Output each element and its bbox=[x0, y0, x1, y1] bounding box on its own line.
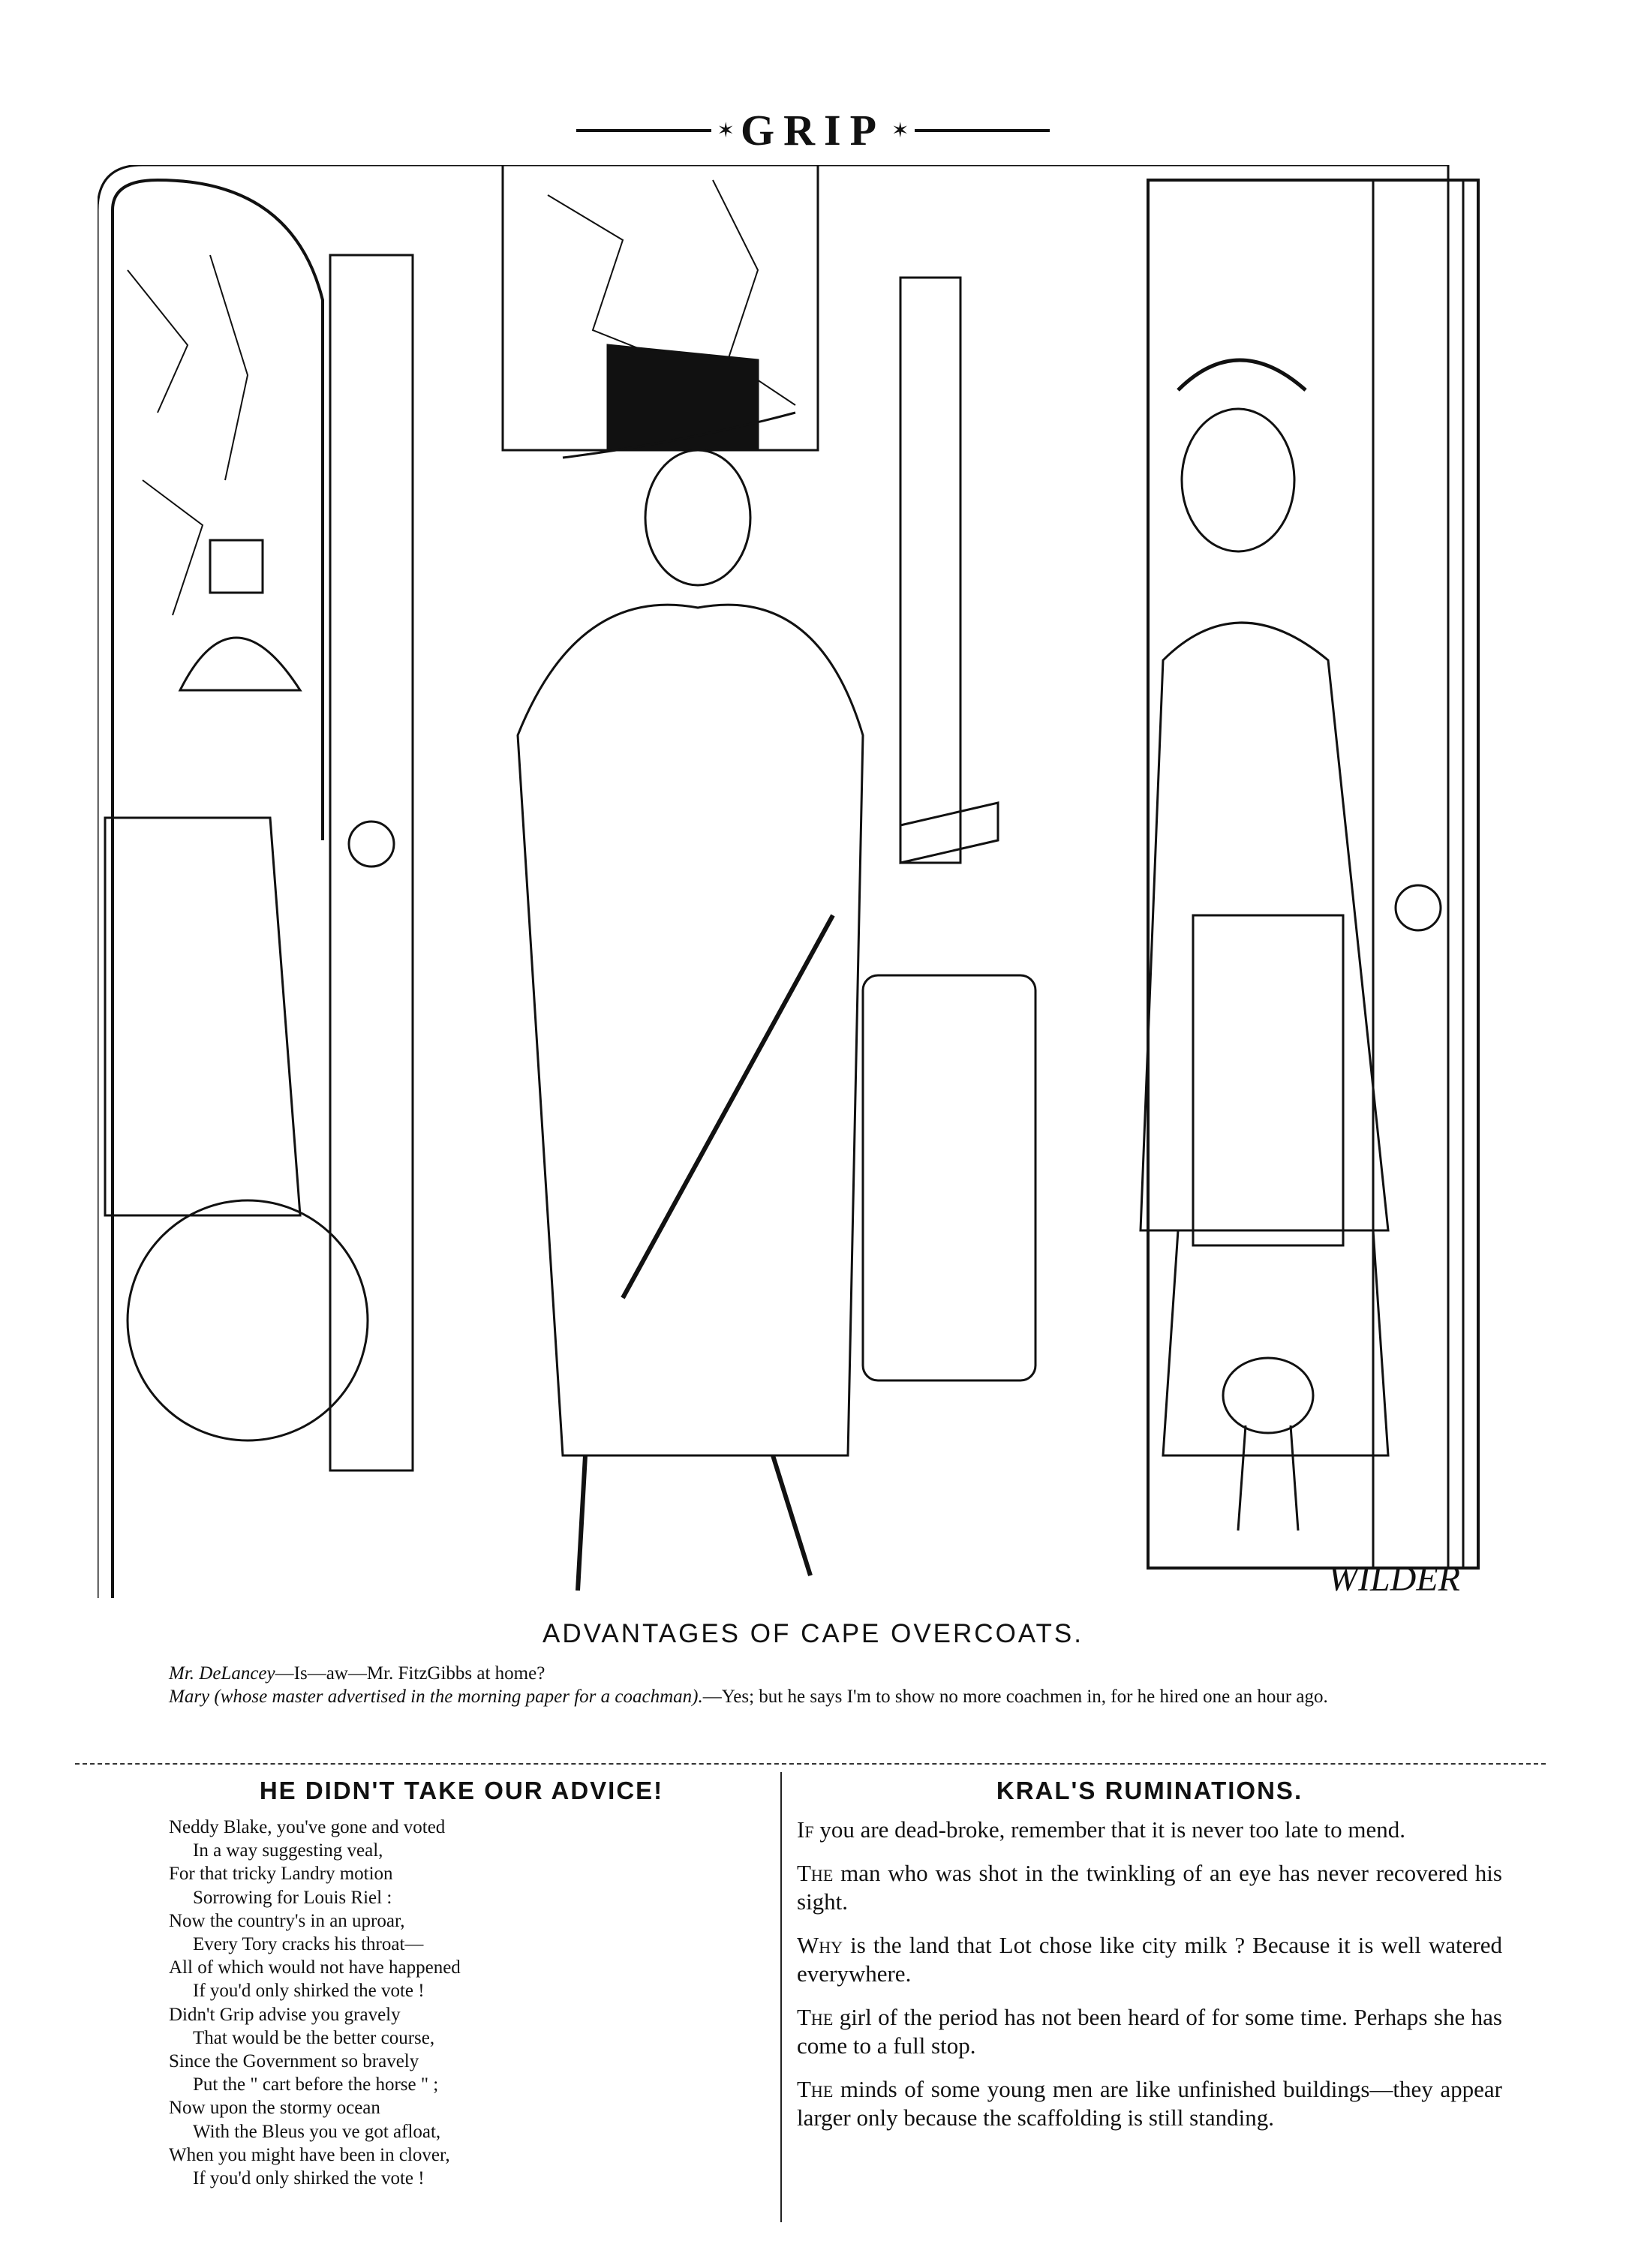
poem-line: With the Bleus you ve got afloat, bbox=[193, 2121, 441, 2142]
cape-overcoat bbox=[518, 605, 863, 1455]
rumination-item: Why is the land that Lot chose like city milk ? Because it is well watered everywhere. bbox=[797, 1932, 1502, 1987]
carriage-wheel bbox=[128, 1200, 368, 1440]
poem-column bbox=[169, 1777, 754, 2190]
open-doorway bbox=[1148, 180, 1478, 1568]
top-hat bbox=[608, 345, 758, 450]
column-separator bbox=[780, 1772, 782, 2222]
porch-pillar bbox=[330, 255, 413, 1470]
cartoon-title: ADVANTAGES OF CAPE OVERCOATS. bbox=[543, 1619, 1083, 1648]
dialogue-line: Mary (whose master advertised in the morning paper for a coachman).—Yes; but he says I'm to show no more coachmen in, for he hired one an hour ago. bbox=[169, 1687, 1328, 1707]
distant-coachman-hat bbox=[210, 540, 263, 593]
maid-apron bbox=[1193, 915, 1343, 1245]
rumination-item: The minds of some young men are like unfinished buildings—they appear larger only because the scaffolding is still standing. bbox=[797, 2076, 1502, 2131]
masthead-rule-left bbox=[576, 129, 711, 132]
poem-line: Every Tory cracks his throat— bbox=[193, 1934, 424, 1955]
gentleman-figure bbox=[518, 345, 998, 1591]
artist-signature: WILDER bbox=[1328, 1559, 1460, 1598]
poem-line: If you'd only shirked the vote ! bbox=[193, 1981, 425, 2002]
dialogue-line: Mr. DeLancey—Is—aw—Mr. FitzGibbs at home? bbox=[169, 1663, 546, 1684]
umbrella bbox=[623, 915, 833, 1298]
masthead-rule-right bbox=[915, 129, 1050, 132]
poem-line: That would be the better course, bbox=[193, 2027, 435, 2048]
door-panel bbox=[1373, 180, 1463, 1568]
masthead bbox=[0, 105, 1626, 155]
rumination-item: The girl of the period has not been heard of for some time. Perhaps she has come to a full stop. bbox=[797, 2004, 1502, 2059]
calling-card bbox=[900, 803, 998, 863]
poem-line: Neddy Blake, you've gone and voted bbox=[169, 1817, 446, 1837]
poem-line: When you might have been in clover, bbox=[169, 2144, 450, 2165]
poem-line: All of which would not have happened bbox=[169, 1957, 461, 1978]
ruminations-column bbox=[797, 1777, 1502, 2147]
poem-line: Put the " cart before the horse " ; bbox=[193, 2074, 439, 2095]
dog-figure bbox=[1223, 1358, 1328, 1531]
rumination-item: The man who was shot in the twinkling of an eye has never recovered his sight. bbox=[797, 1860, 1502, 1915]
poem-line: Now upon the stormy ocean bbox=[169, 2098, 380, 2119]
illustration-frame bbox=[98, 165, 1448, 1598]
poem-body bbox=[169, 1816, 754, 2190]
cartoon-dialogue bbox=[169, 1662, 1504, 1708]
doorbell bbox=[349, 822, 394, 867]
arched-window bbox=[113, 180, 323, 1598]
poem-line: For that tricky Landry motion bbox=[169, 1864, 393, 1885]
star-ornament-icon: ✶ bbox=[717, 119, 735, 143]
star-ornament-icon: ✶ bbox=[891, 119, 909, 143]
poem-line: Now the country's in an uproar, bbox=[169, 1910, 405, 1931]
section-divider bbox=[75, 1763, 1546, 1765]
cartoon-illustration bbox=[98, 165, 1493, 1598]
maid-figure bbox=[1141, 360, 1388, 1455]
poem-line: Since the Government so bravely bbox=[169, 2051, 419, 2072]
poem-line: If you'd only shirked the vote ! bbox=[193, 2168, 425, 2189]
poem-heading: HE DIDN'T TAKE OUR ADVICE! bbox=[259, 1777, 664, 1804]
poem-line: In a way suggesting veal, bbox=[193, 1840, 383, 1861]
maid-dress bbox=[1141, 623, 1388, 1230]
carriage bbox=[105, 818, 300, 1215]
rumination-item: If you are dead-broke, remember that it is never too late to mend. bbox=[797, 1816, 1406, 1843]
ruminations-heading: KRAL'S RUMINATIONS. bbox=[996, 1777, 1303, 1804]
poem-line: Didn't Grip advise you gravely bbox=[169, 2004, 401, 2025]
poem-line: Sorrowing for Louis Riel : bbox=[193, 1887, 392, 1908]
umbrella-stand bbox=[863, 975, 1035, 1380]
door-knob bbox=[1396, 885, 1441, 930]
publication-title: GRIP bbox=[741, 106, 885, 155]
